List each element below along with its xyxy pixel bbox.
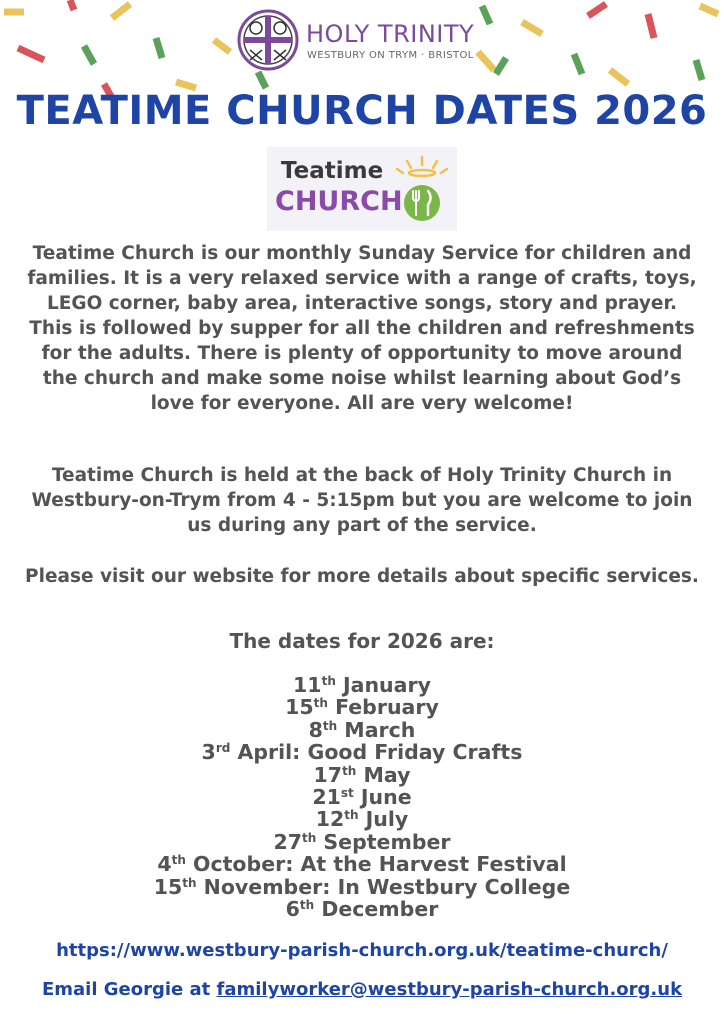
date-text: January [335, 673, 431, 697]
date-suffix: rd [215, 741, 231, 756]
date-suffix: th [313, 696, 328, 711]
date-text: November: In Westbury College [196, 874, 571, 899]
date-item [0, 831, 724, 853]
date-text: June [353, 784, 412, 809]
date-suffix: th [299, 897, 315, 912]
date-day: 3 [201, 740, 216, 765]
date-item [0, 898, 724, 920]
date-item [0, 674, 724, 696]
teatime-church-logo [267, 147, 457, 231]
logo-name: HOLY TRINITY [306, 20, 475, 48]
date-suffix: th [321, 674, 336, 688]
date-text: May [356, 762, 411, 787]
email-line [0, 979, 724, 1000]
date-text: October: At the Harvest Festival [185, 852, 567, 877]
date-day: 17 [313, 762, 343, 787]
date-day: 27 [273, 829, 302, 854]
church-emblem-icon [236, 8, 300, 72]
date-day: 12 [315, 807, 345, 832]
date-day: 15 [285, 695, 314, 720]
teatime-logo-word2: CHURCH [275, 186, 403, 217]
dates-list [0, 674, 724, 920]
date-day: 8 [308, 717, 323, 742]
date-text: December [314, 896, 439, 921]
email-link[interactable]: familyworker@westbury-parish-church.org.uk [216, 979, 683, 1000]
date-day: 4 [157, 852, 172, 877]
plate-cutlery-icon [391, 153, 453, 225]
date-text: February [327, 695, 439, 720]
date-item [0, 808, 724, 830]
website-note-paragraph: Please visit our website for more details about specific services. [25, 566, 699, 587]
date-text: July [358, 807, 409, 832]
date-item [0, 876, 724, 898]
date-day: 11 [293, 673, 322, 697]
date-item [0, 786, 724, 808]
date-text: September [316, 829, 451, 854]
date-text: March [337, 717, 416, 742]
location-paragraph: Teatime Church is held at the back of Holy Trinity Church in Westbury-on-Trym from 4 - 5:15pm but you are welcome to join us during any part of the service. [31, 465, 693, 536]
date-item [0, 696, 724, 718]
date-suffix: th [171, 853, 186, 868]
logo-subtitle: WESTBURY ON TRYM · BRISTOL [307, 50, 474, 61]
date-suffix: th [322, 718, 338, 733]
date-suffix: st [340, 785, 354, 800]
date-suffix: th [302, 830, 317, 845]
date-item [0, 741, 724, 763]
website-link[interactable]: https://www.westbury-parish-church.org.uk/teatime-church/ [56, 940, 668, 961]
date-text: April: Good Friday Crafts [230, 740, 523, 765]
date-suffix: th [342, 763, 357, 778]
date-suffix: th [182, 875, 197, 890]
date-item [0, 764, 724, 786]
date-day: 15 [153, 874, 183, 899]
date-day: 21 [312, 784, 341, 809]
page-title: TEATIME CHURCH DATES 2026 [16, 88, 708, 134]
dates-heading: The dates for 2026 are: [229, 629, 495, 653]
date-day: 6 [285, 896, 300, 921]
teatime-logo-word1: Teatime [281, 158, 384, 184]
date-item [0, 719, 724, 741]
intro-paragraph: Teatime Church is our monthly Sunday Service for children and families. It is a very relaxed service with a range of crafts, toys, LEGO corner, baby area, interactive songs, story and prayer. This is followed by supper for all the children and refreshments for the adults. There is plenty of opportunity to move around the church and make some noise whilst learning about God’s love for everyone. All are very welcome! [27, 243, 697, 414]
date-suffix: th [344, 808, 359, 823]
email-prefix: Email Georgie at [41, 979, 217, 1000]
holy-trinity-logo [236, 8, 476, 66]
date-item [0, 853, 724, 875]
